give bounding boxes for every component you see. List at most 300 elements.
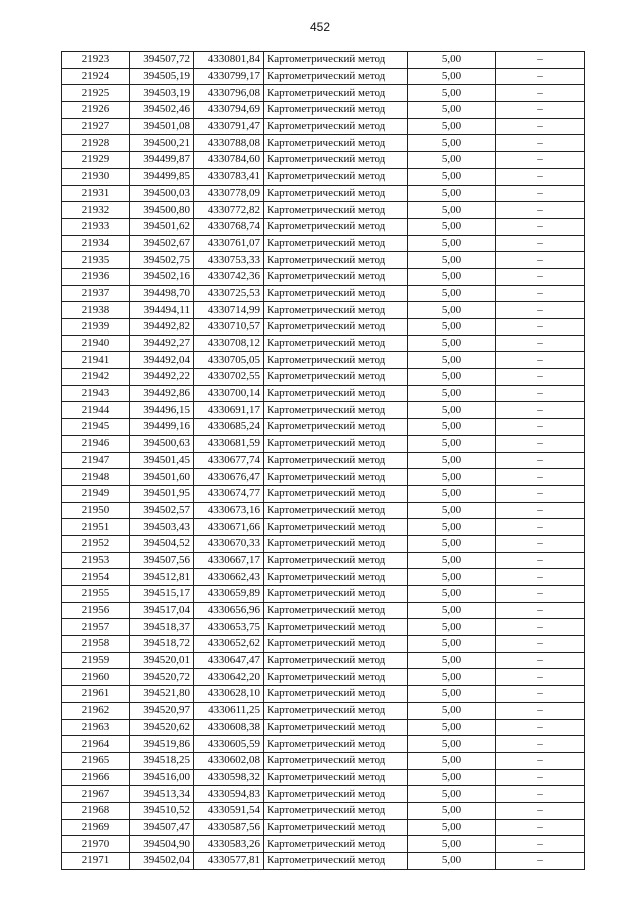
point-number-cell: 21936 <box>62 268 130 285</box>
x-coordinate-cell: 394517,04 <box>130 602 194 619</box>
accuracy-cell: 5,00 <box>408 719 496 736</box>
method-cell: Картометрический метод <box>264 719 408 736</box>
x-coordinate-cell: 394500,03 <box>130 185 194 202</box>
point-number-cell: 21926 <box>62 102 130 119</box>
point-number-cell: 21971 <box>62 853 130 870</box>
point-number-cell: 21969 <box>62 819 130 836</box>
method-cell: Картометрический метод <box>264 636 408 653</box>
point-number-cell: 21966 <box>62 769 130 786</box>
note-cell: – <box>496 419 585 436</box>
note-cell: – <box>496 669 585 686</box>
point-number-cell: 21950 <box>62 502 130 519</box>
method-cell: Картометрический метод <box>264 669 408 686</box>
y-coordinate-cell: 4330681,59 <box>194 435 264 452</box>
point-number-cell: 21956 <box>62 602 130 619</box>
y-coordinate-cell: 4330705,05 <box>194 352 264 369</box>
point-number-cell: 21967 <box>62 786 130 803</box>
point-number-cell: 21948 <box>62 469 130 486</box>
y-coordinate-cell: 4330628,10 <box>194 686 264 703</box>
y-coordinate-cell: 4330725,53 <box>194 285 264 302</box>
note-cell: – <box>496 152 585 169</box>
method-cell: Картометрический метод <box>264 502 408 519</box>
table-row <box>62 135 585 152</box>
y-coordinate-cell: 4330799,17 <box>194 68 264 85</box>
y-coordinate-cell: 4330772,82 <box>194 202 264 219</box>
note-cell: – <box>496 819 585 836</box>
point-number-cell: 21943 <box>62 385 130 402</box>
table-row <box>62 268 585 285</box>
method-cell: Картометрический метод <box>264 168 408 185</box>
accuracy-cell: 5,00 <box>408 786 496 803</box>
method-cell: Картометрический метод <box>264 652 408 669</box>
note-cell: – <box>496 569 585 586</box>
x-coordinate-cell: 394516,00 <box>130 769 194 786</box>
accuracy-cell: 5,00 <box>408 435 496 452</box>
method-cell: Картометрический метод <box>264 702 408 719</box>
point-number-cell: 21953 <box>62 552 130 569</box>
method-cell: Картометрический метод <box>264 252 408 269</box>
accuracy-cell: 5,00 <box>408 652 496 669</box>
note-cell: – <box>496 485 585 502</box>
x-coordinate-cell: 394504,90 <box>130 836 194 853</box>
accuracy-cell: 5,00 <box>408 853 496 870</box>
table-row <box>62 769 585 786</box>
y-coordinate-cell: 4330642,20 <box>194 669 264 686</box>
note-cell: – <box>496 235 585 252</box>
x-coordinate-cell: 394510,52 <box>130 802 194 819</box>
x-coordinate-cell: 394492,27 <box>130 335 194 352</box>
accuracy-cell: 5,00 <box>408 52 496 69</box>
y-coordinate-cell: 4330801,84 <box>194 52 264 69</box>
accuracy-cell: 5,00 <box>408 352 496 369</box>
x-coordinate-cell: 394492,04 <box>130 352 194 369</box>
y-coordinate-cell: 4330768,74 <box>194 218 264 235</box>
point-number-cell: 21947 <box>62 452 130 469</box>
point-number-cell: 21934 <box>62 235 130 252</box>
point-number-cell: 21955 <box>62 586 130 603</box>
note-cell: – <box>496 769 585 786</box>
table-row <box>62 352 585 369</box>
accuracy-cell: 5,00 <box>408 319 496 336</box>
accuracy-cell: 5,00 <box>408 102 496 119</box>
table-row <box>62 402 585 419</box>
y-coordinate-cell: 4330602,08 <box>194 752 264 769</box>
table-row <box>62 853 585 870</box>
x-coordinate-cell: 394520,01 <box>130 652 194 669</box>
x-coordinate-cell: 394499,16 <box>130 419 194 436</box>
x-coordinate-cell: 394492,86 <box>130 385 194 402</box>
table-row <box>62 185 585 202</box>
point-number-cell: 21941 <box>62 352 130 369</box>
note-cell: – <box>496 452 585 469</box>
point-number-cell: 21959 <box>62 652 130 669</box>
note-cell: – <box>496 252 585 269</box>
accuracy-cell: 5,00 <box>408 836 496 853</box>
accuracy-cell: 5,00 <box>408 402 496 419</box>
y-coordinate-cell: 4330587,56 <box>194 819 264 836</box>
y-coordinate-cell: 4330605,59 <box>194 736 264 753</box>
x-coordinate-cell: 394500,21 <box>130 135 194 152</box>
x-coordinate-cell: 394502,67 <box>130 235 194 252</box>
note-cell: – <box>496 52 585 69</box>
y-coordinate-cell: 4330652,62 <box>194 636 264 653</box>
note-cell: – <box>496 218 585 235</box>
x-coordinate-cell: 394502,57 <box>130 502 194 519</box>
y-coordinate-cell: 4330677,74 <box>194 452 264 469</box>
method-cell: Картометрический метод <box>264 819 408 836</box>
method-cell: Картометрический метод <box>264 385 408 402</box>
method-cell: Картометрический метод <box>264 135 408 152</box>
y-coordinate-cell: 4330710,57 <box>194 319 264 336</box>
y-coordinate-cell: 4330676,47 <box>194 469 264 486</box>
accuracy-cell: 5,00 <box>408 385 496 402</box>
x-coordinate-cell: 394494,11 <box>130 302 194 319</box>
y-coordinate-cell: 4330753,33 <box>194 252 264 269</box>
note-cell: – <box>496 652 585 669</box>
table-row <box>62 285 585 302</box>
accuracy-cell: 5,00 <box>408 736 496 753</box>
note-cell: – <box>496 752 585 769</box>
accuracy-cell: 5,00 <box>408 335 496 352</box>
accuracy-cell: 5,00 <box>408 152 496 169</box>
method-cell: Картометрический метод <box>264 569 408 586</box>
note-cell: – <box>496 602 585 619</box>
table-row <box>62 786 585 803</box>
note-cell: – <box>496 102 585 119</box>
y-coordinate-cell: 4330674,77 <box>194 485 264 502</box>
accuracy-cell: 5,00 <box>408 268 496 285</box>
table-row <box>62 252 585 269</box>
y-coordinate-cell: 4330673,16 <box>194 502 264 519</box>
x-coordinate-cell: 394507,47 <box>130 819 194 836</box>
point-number-cell: 21964 <box>62 736 130 753</box>
table-row <box>62 118 585 135</box>
x-coordinate-cell: 394492,82 <box>130 319 194 336</box>
note-cell: – <box>496 319 585 336</box>
note-cell: – <box>496 469 585 486</box>
note-cell: – <box>496 268 585 285</box>
point-number-cell: 21944 <box>62 402 130 419</box>
y-coordinate-cell: 4330594,83 <box>194 786 264 803</box>
table-row <box>62 419 585 436</box>
method-cell: Картометрический метод <box>264 52 408 69</box>
table-row <box>62 752 585 769</box>
method-cell: Картометрический метод <box>264 335 408 352</box>
point-number-cell: 21962 <box>62 702 130 719</box>
method-cell: Картометрический метод <box>264 369 408 386</box>
y-coordinate-cell: 4330598,32 <box>194 769 264 786</box>
y-coordinate-cell: 4330791,47 <box>194 118 264 135</box>
method-cell: Картометрический метод <box>264 218 408 235</box>
table-row <box>62 319 585 336</box>
point-number-cell: 21961 <box>62 686 130 703</box>
method-cell: Картометрический метод <box>264 102 408 119</box>
x-coordinate-cell: 394502,16 <box>130 268 194 285</box>
point-number-cell: 21925 <box>62 85 130 102</box>
y-coordinate-cell: 4330647,47 <box>194 652 264 669</box>
y-coordinate-cell: 4330742,36 <box>194 268 264 285</box>
table-row <box>62 85 585 102</box>
y-coordinate-cell: 4330778,09 <box>194 185 264 202</box>
y-coordinate-cell: 4330783,41 <box>194 168 264 185</box>
point-number-cell: 21938 <box>62 302 130 319</box>
note-cell: – <box>496 68 585 85</box>
accuracy-cell: 5,00 <box>408 135 496 152</box>
point-number-cell: 21930 <box>62 168 130 185</box>
table-row <box>62 819 585 836</box>
accuracy-cell: 5,00 <box>408 636 496 653</box>
method-cell: Картометрический метод <box>264 752 408 769</box>
accuracy-cell: 5,00 <box>408 519 496 536</box>
x-coordinate-cell: 394521,80 <box>130 686 194 703</box>
method-cell: Картометрический метод <box>264 435 408 452</box>
note-cell: – <box>496 385 585 402</box>
x-coordinate-cell: 394500,80 <box>130 202 194 219</box>
note-cell: – <box>496 285 585 302</box>
point-number-cell: 21960 <box>62 669 130 686</box>
table-row <box>62 302 585 319</box>
method-cell: Картометрический метод <box>264 619 408 636</box>
method-cell: Картометрический метод <box>264 836 408 853</box>
x-coordinate-cell: 394501,60 <box>130 469 194 486</box>
accuracy-cell: 5,00 <box>408 369 496 386</box>
note-cell: – <box>496 168 585 185</box>
y-coordinate-cell: 4330714,99 <box>194 302 264 319</box>
y-coordinate-cell: 4330659,89 <box>194 586 264 603</box>
point-number-cell: 21927 <box>62 118 130 135</box>
table-row <box>62 152 585 169</box>
point-number-cell: 21923 <box>62 52 130 69</box>
x-coordinate-cell: 394503,43 <box>130 519 194 536</box>
point-number-cell: 21931 <box>62 185 130 202</box>
note-cell: – <box>496 369 585 386</box>
table-row <box>62 469 585 486</box>
table-row <box>62 619 585 636</box>
method-cell: Картометрический метод <box>264 802 408 819</box>
accuracy-cell: 5,00 <box>408 752 496 769</box>
note-cell: – <box>496 686 585 703</box>
accuracy-cell: 5,00 <box>408 218 496 235</box>
table-row <box>62 636 585 653</box>
x-coordinate-cell: 394504,52 <box>130 535 194 552</box>
note-cell: – <box>496 636 585 653</box>
method-cell: Картометрический метод <box>264 352 408 369</box>
accuracy-cell: 5,00 <box>408 302 496 319</box>
x-coordinate-cell: 394505,19 <box>130 68 194 85</box>
coordinates-table <box>61 51 585 870</box>
point-number-cell: 21937 <box>62 285 130 302</box>
accuracy-cell: 5,00 <box>408 252 496 269</box>
method-cell: Картометрический метод <box>264 68 408 85</box>
point-number-cell: 21924 <box>62 68 130 85</box>
accuracy-cell: 5,00 <box>408 285 496 302</box>
note-cell: – <box>496 435 585 452</box>
accuracy-cell: 5,00 <box>408 819 496 836</box>
table-row <box>62 519 585 536</box>
accuracy-cell: 5,00 <box>408 202 496 219</box>
method-cell: Картометрический метод <box>264 485 408 502</box>
point-number-cell: 21928 <box>62 135 130 152</box>
note-cell: – <box>496 85 585 102</box>
point-number-cell: 21929 <box>62 152 130 169</box>
x-coordinate-cell: 394501,45 <box>130 452 194 469</box>
accuracy-cell: 5,00 <box>408 669 496 686</box>
table-row <box>62 652 585 669</box>
point-number-cell: 21942 <box>62 369 130 386</box>
note-cell: – <box>496 736 585 753</box>
note-cell: – <box>496 135 585 152</box>
note-cell: – <box>496 118 585 135</box>
x-coordinate-cell: 394518,25 <box>130 752 194 769</box>
note-cell: – <box>496 719 585 736</box>
point-number-cell: 21965 <box>62 752 130 769</box>
x-coordinate-cell: 394499,85 <box>130 168 194 185</box>
accuracy-cell: 5,00 <box>408 419 496 436</box>
y-coordinate-cell: 4330670,33 <box>194 535 264 552</box>
method-cell: Картометрический метод <box>264 402 408 419</box>
x-coordinate-cell: 394501,95 <box>130 485 194 502</box>
note-cell: – <box>496 535 585 552</box>
accuracy-cell: 5,00 <box>408 185 496 202</box>
point-number-cell: 21963 <box>62 719 130 736</box>
point-number-cell: 21958 <box>62 636 130 653</box>
table-row <box>62 602 585 619</box>
note-cell: – <box>496 853 585 870</box>
x-coordinate-cell: 394501,08 <box>130 118 194 135</box>
method-cell: Картометрический метод <box>264 419 408 436</box>
y-coordinate-cell: 4330796,08 <box>194 85 264 102</box>
table-row <box>62 535 585 552</box>
method-cell: Картометрический метод <box>264 552 408 569</box>
accuracy-cell: 5,00 <box>408 769 496 786</box>
note-cell: – <box>496 185 585 202</box>
note-cell: – <box>496 202 585 219</box>
accuracy-cell: 5,00 <box>408 452 496 469</box>
accuracy-cell: 5,00 <box>408 118 496 135</box>
x-coordinate-cell: 394520,97 <box>130 702 194 719</box>
note-cell: – <box>496 802 585 819</box>
table-row <box>62 736 585 753</box>
x-coordinate-cell: 394520,62 <box>130 719 194 736</box>
accuracy-cell: 5,00 <box>408 535 496 552</box>
method-cell: Картометрический метод <box>264 152 408 169</box>
x-coordinate-cell: 394501,62 <box>130 218 194 235</box>
method-cell: Картометрический метод <box>264 302 408 319</box>
x-coordinate-cell: 394518,37 <box>130 619 194 636</box>
note-cell: – <box>496 586 585 603</box>
note-cell: – <box>496 702 585 719</box>
table-row <box>62 719 585 736</box>
point-number-cell: 21968 <box>62 802 130 819</box>
table-row <box>62 369 585 386</box>
point-number-cell: 21940 <box>62 335 130 352</box>
table-row <box>62 502 585 519</box>
y-coordinate-cell: 4330653,75 <box>194 619 264 636</box>
y-coordinate-cell: 4330583,26 <box>194 836 264 853</box>
y-coordinate-cell: 4330784,60 <box>194 152 264 169</box>
y-coordinate-cell: 4330577,81 <box>194 853 264 870</box>
point-number-cell: 21932 <box>62 202 130 219</box>
table-row <box>62 218 585 235</box>
y-coordinate-cell: 4330700,14 <box>194 385 264 402</box>
accuracy-cell: 5,00 <box>408 569 496 586</box>
x-coordinate-cell: 394499,87 <box>130 152 194 169</box>
x-coordinate-cell: 394502,04 <box>130 853 194 870</box>
note-cell: – <box>496 519 585 536</box>
table-row <box>62 202 585 219</box>
x-coordinate-cell: 394513,34 <box>130 786 194 803</box>
method-cell: Картометрический метод <box>264 469 408 486</box>
method-cell: Картометрический метод <box>264 118 408 135</box>
note-cell: – <box>496 786 585 803</box>
accuracy-cell: 5,00 <box>408 586 496 603</box>
x-coordinate-cell: 394519,86 <box>130 736 194 753</box>
point-number-cell: 21945 <box>62 419 130 436</box>
method-cell: Картометрический метод <box>264 786 408 803</box>
note-cell: – <box>496 302 585 319</box>
point-number-cell: 21949 <box>62 485 130 502</box>
x-coordinate-cell: 394500,63 <box>130 435 194 452</box>
method-cell: Картометрический метод <box>264 202 408 219</box>
y-coordinate-cell: 4330691,17 <box>194 402 264 419</box>
accuracy-cell: 5,00 <box>408 469 496 486</box>
x-coordinate-cell: 394496,15 <box>130 402 194 419</box>
y-coordinate-cell: 4330591,54 <box>194 802 264 819</box>
y-coordinate-cell: 4330794,69 <box>194 102 264 119</box>
method-cell: Картометрический метод <box>264 535 408 552</box>
method-cell: Картометрический метод <box>264 185 408 202</box>
note-cell: – <box>496 836 585 853</box>
table-row <box>62 586 585 603</box>
table-row <box>62 52 585 69</box>
accuracy-cell: 5,00 <box>408 85 496 102</box>
table-row <box>62 235 585 252</box>
accuracy-cell: 5,00 <box>408 619 496 636</box>
x-coordinate-cell: 394507,56 <box>130 552 194 569</box>
method-cell: Картометрический метод <box>264 519 408 536</box>
table-row <box>62 836 585 853</box>
x-coordinate-cell: 394492,22 <box>130 369 194 386</box>
point-number-cell: 21951 <box>62 519 130 536</box>
method-cell: Картометрический метод <box>264 769 408 786</box>
table-row <box>62 552 585 569</box>
note-cell: – <box>496 619 585 636</box>
note-cell: – <box>496 552 585 569</box>
accuracy-cell: 5,00 <box>408 802 496 819</box>
method-cell: Картометрический метод <box>264 285 408 302</box>
y-coordinate-cell: 4330788,08 <box>194 135 264 152</box>
point-number-cell: 21935 <box>62 252 130 269</box>
method-cell: Картометрический метод <box>264 602 408 619</box>
page-number: 452 <box>309 20 331 34</box>
x-coordinate-cell: 394520,72 <box>130 669 194 686</box>
table-row <box>62 686 585 703</box>
accuracy-cell: 5,00 <box>408 68 496 85</box>
method-cell: Картометрический метод <box>264 85 408 102</box>
accuracy-cell: 5,00 <box>408 485 496 502</box>
y-coordinate-cell: 4330611,25 <box>194 702 264 719</box>
y-coordinate-cell: 4330662,43 <box>194 569 264 586</box>
method-cell: Картометрический метод <box>264 319 408 336</box>
method-cell: Картометрический метод <box>264 853 408 870</box>
table-row <box>62 335 585 352</box>
method-cell: Картометрический метод <box>264 736 408 753</box>
y-coordinate-cell: 4330702,55 <box>194 369 264 386</box>
y-coordinate-cell: 4330608,38 <box>194 719 264 736</box>
y-coordinate-cell: 4330708,12 <box>194 335 264 352</box>
table-row <box>62 68 585 85</box>
y-coordinate-cell: 4330671,66 <box>194 519 264 536</box>
